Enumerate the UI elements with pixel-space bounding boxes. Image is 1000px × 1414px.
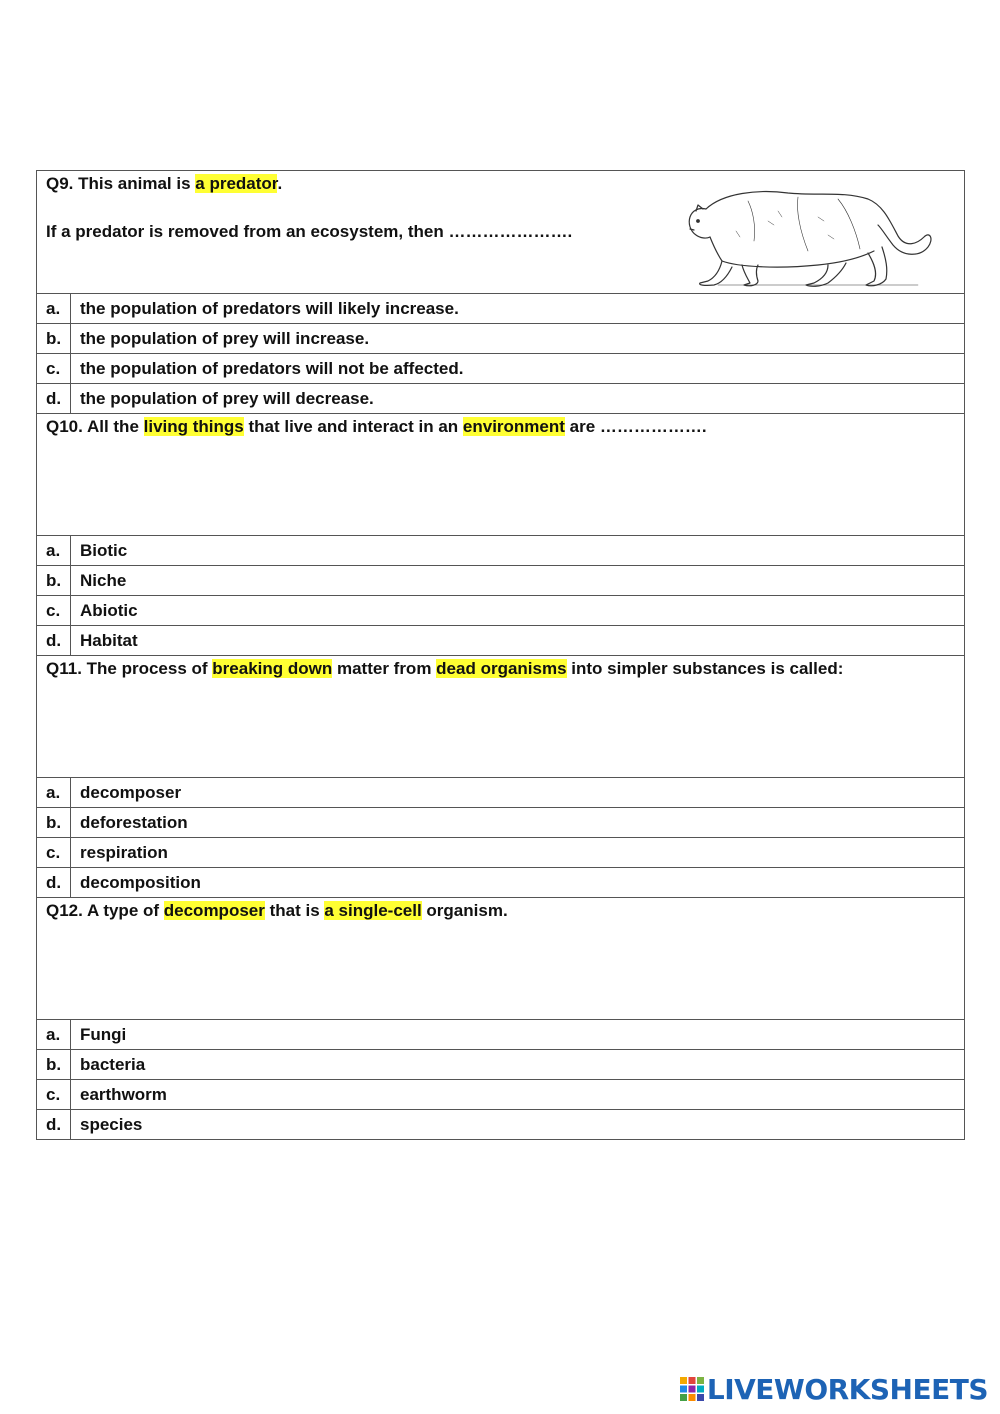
q12-text-3: organism. — [421, 901, 508, 920]
option-letter: c. — [37, 838, 71, 868]
option-letter: a. — [37, 1020, 71, 1050]
question-q9 — [37, 171, 965, 294]
option-text[interactable]: species — [71, 1110, 965, 1140]
q11-highlight-2: dead organisms — [436, 659, 567, 678]
option-text[interactable]: decomposition — [71, 868, 965, 898]
q9-highlight: a predator — [195, 174, 278, 193]
option-letter: c. — [37, 596, 71, 626]
q11-text-2: matter from — [332, 659, 437, 678]
option-text[interactable]: Abiotic — [71, 596, 965, 626]
q11-text-1: Q11. The process of — [46, 659, 213, 678]
quiz-table — [36, 170, 965, 1140]
option-letter: b. — [37, 566, 71, 596]
option-row[interactable] — [37, 536, 965, 566]
liveworksheets-logo — [679, 1372, 988, 1406]
option-row[interactable] — [37, 596, 965, 626]
option-text[interactable]: the population of prey will decrease. — [71, 384, 965, 414]
q12-highlight-2: a single-cell — [324, 901, 422, 920]
q10-text-3: are ………………. — [564, 417, 707, 436]
option-row[interactable] — [37, 868, 965, 898]
option-text[interactable]: Niche — [71, 566, 965, 596]
option-row[interactable] — [37, 1110, 965, 1140]
q11-text-3: into simpler substances is called: — [566, 659, 844, 678]
q12-text-2: that is — [264, 901, 325, 920]
q12-highlight-1: decomposer — [163, 901, 265, 920]
q10-text-1: Q10. All the — [46, 417, 144, 436]
option-row[interactable] — [37, 1080, 965, 1110]
logo-grid-icon — [679, 1376, 705, 1402]
q10-highlight-1: living things — [143, 417, 244, 436]
option-letter: d. — [37, 1110, 71, 1140]
option-row[interactable] — [37, 354, 965, 384]
option-text[interactable]: the population of prey will increase. — [71, 324, 965, 354]
question-q10 — [37, 414, 965, 536]
option-letter: b. — [37, 324, 71, 354]
option-text[interactable]: deforestation — [71, 808, 965, 838]
option-letter: a. — [37, 536, 71, 566]
option-letter: d. — [37, 384, 71, 414]
question-row-q12 — [37, 898, 965, 1020]
q11-highlight-1: breaking down — [212, 659, 333, 678]
q9-prompt: If a predator is removed from an ecosystem, then …………………. — [46, 222, 573, 241]
question-row-q11 — [37, 656, 965, 778]
option-letter: a. — [37, 294, 71, 324]
option-text[interactable]: bacteria — [71, 1050, 965, 1080]
option-text[interactable]: the population of predators will not be affected. — [71, 354, 965, 384]
option-row[interactable] — [37, 778, 965, 808]
cougar-illustration — [678, 181, 938, 291]
option-row[interactable] — [37, 384, 965, 414]
option-row[interactable] — [37, 294, 965, 324]
option-text[interactable]: Habitat — [71, 626, 965, 656]
q10-highlight-2: environment — [462, 417, 565, 436]
option-row[interactable] — [37, 566, 965, 596]
q9-text-1: Q9. This animal is — [46, 174, 196, 193]
option-text[interactable]: respiration — [71, 838, 965, 868]
q12-text-1: Q12. A type of — [46, 901, 164, 920]
q9-text-2: . — [277, 174, 283, 193]
option-row[interactable] — [37, 1050, 965, 1080]
option-text[interactable]: decomposer — [71, 778, 965, 808]
option-text[interactable]: Biotic — [71, 536, 965, 566]
logo-text: LIVEWORKSHEETS — [706, 1372, 988, 1406]
question-row-q9 — [37, 171, 965, 294]
option-row[interactable] — [37, 838, 965, 868]
q10-text-2: that live and interact in an — [243, 417, 463, 436]
option-letter: c. — [37, 354, 71, 384]
option-letter: a. — [37, 778, 71, 808]
option-row[interactable] — [37, 324, 965, 354]
option-text[interactable]: Fungi — [71, 1020, 965, 1050]
option-text[interactable]: earthworm — [71, 1080, 965, 1110]
question-q12 — [37, 898, 965, 1020]
option-letter: b. — [37, 1050, 71, 1080]
option-text[interactable]: the population of predators will likely increase. — [71, 294, 965, 324]
option-letter: c. — [37, 1080, 71, 1110]
option-row[interactable] — [37, 808, 965, 838]
option-letter: d. — [37, 626, 71, 656]
option-letter: b. — [37, 808, 71, 838]
option-row[interactable] — [37, 626, 965, 656]
question-row-q10 — [37, 414, 965, 536]
question-q11 — [37, 656, 965, 778]
option-row[interactable] — [37, 1020, 965, 1050]
option-letter: d. — [37, 868, 71, 898]
